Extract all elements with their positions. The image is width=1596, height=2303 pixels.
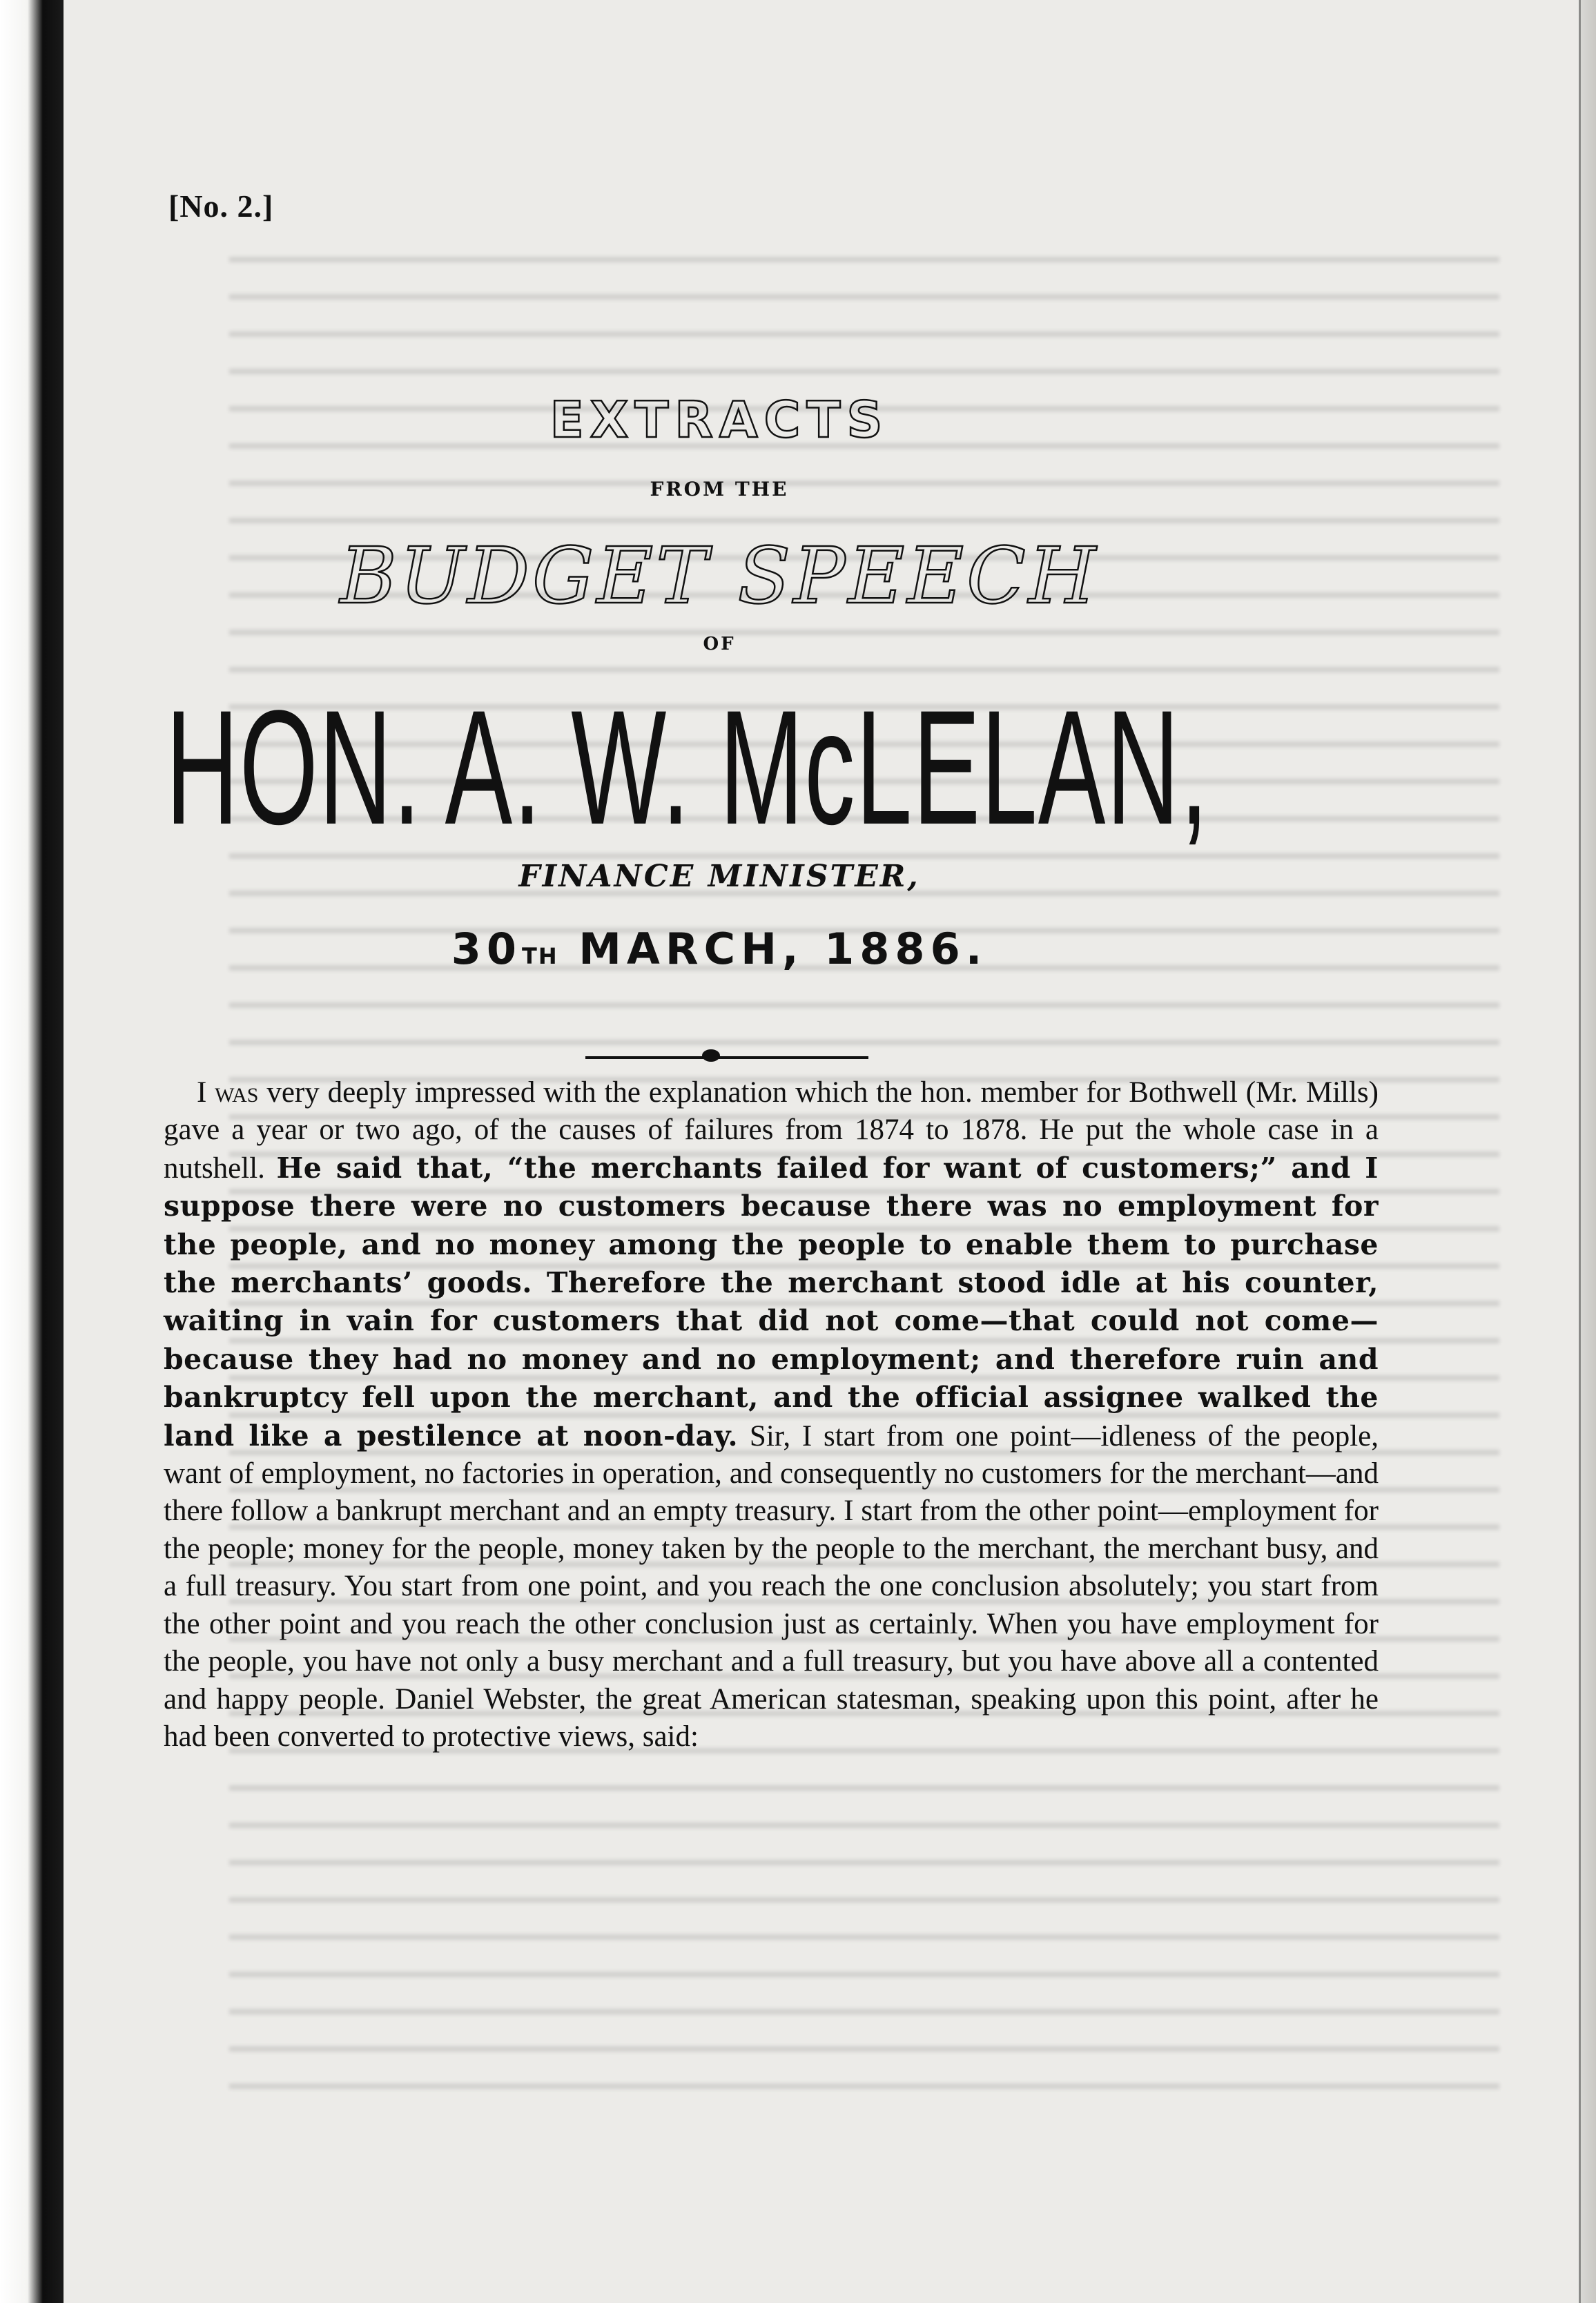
document-page (64, 0, 1581, 2303)
speech-date (64, 924, 1375, 974)
ornamental-rule (585, 1056, 868, 1059)
paragraph-text-closing: Sir, I start from one point—idleness of the people, want of employment, no factories in operation, and consequently no customers for the merchant—and there follow a bankrupt merchant and an empty treasury. I start from the other point—employment for the people; money for the people, money taken by the people to the merchant, the merchant busy, and a full treasury. You start from one point, and you reach the one conclusion absolutely; you start from the other point and you reach the other conclusion just as certainly. When you have employment for the people, you have not only a busy merchant and a full treasury, but you have above all a contented and happy people. Daniel Webster, the great American statesman, speaking upon this point, after he had been converted to protective views, said: (164, 1419, 1379, 1753)
ornamental-rule-dot (702, 1049, 720, 1062)
paragraph-text-opening: very deeply impressed with the explanation which the hon. member for Bothwell (Mr. Mills) gave a year or two ago, of the causes of failures from 1874 to 1878. He put the whole case in a nutshell. (164, 1076, 1379, 1185)
heading-budget-speech: BUDGET SPEECH (340, 532, 1099, 621)
scan-right-edge (1579, 0, 1596, 2303)
scan-left-edge (0, 0, 64, 2303)
speech-paragraph (164, 1074, 1379, 1756)
speaker-name (166, 677, 1209, 859)
heading-of: OF (703, 634, 736, 654)
heading-extracts: EXTRACTS (549, 391, 889, 449)
paragraph-lead: I was (197, 1076, 259, 1109)
date-day: 30 (451, 924, 522, 974)
date-rest: MARCH, 1886. (558, 924, 988, 974)
speaker-name-text: HON. A. W. McLELAN, (166, 677, 1209, 859)
speaker-title: FINANCE MINISTER, (518, 859, 920, 894)
date-suffix: TH (522, 943, 558, 969)
pamphlet-number: [No. 2.] (168, 188, 274, 224)
paragraph-text-bold-quote: He said that, “the merchants failed for want of customers;” and I suppose there were no customers because there was no employment for the people, and no money among the people to enable them to purchase the merchants’ goods. Therefore the merchant stood idle at his counter, waiting in vain for customers that did not come—that could not come—because they had no money and no employment; and therefore ruin and bankruptcy fell upon the merchant, and the official assignee walked the land like a pestilence at noon-day. (164, 1151, 1379, 1452)
heading-from-the: FROM THE (650, 478, 789, 501)
